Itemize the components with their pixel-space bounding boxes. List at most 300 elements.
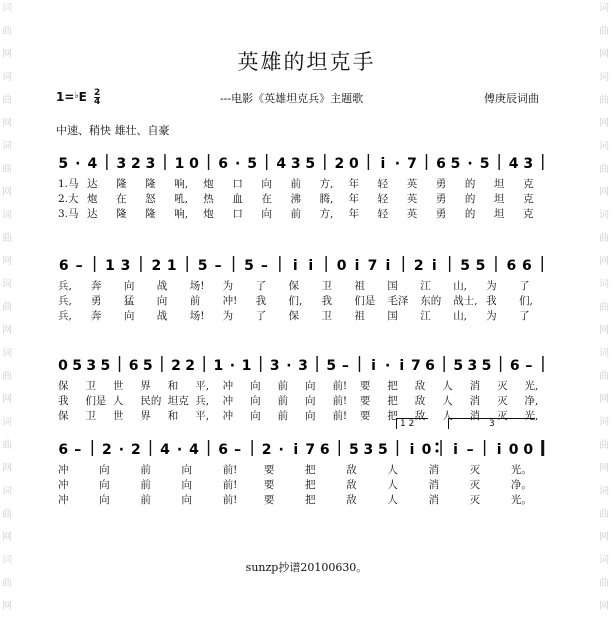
lyric-syllable: 净, [524, 395, 539, 407]
lyric-syllable: 光, [524, 380, 539, 392]
lyric-syllable: 奔 [90, 280, 102, 292]
lyric-syllable: 把 [305, 479, 316, 491]
lyric-syllable: 向 [99, 464, 110, 476]
lyric-syllable: 保 [288, 310, 300, 322]
lyric-syllable: 世 [112, 410, 124, 422]
note: 7 [407, 156, 417, 172]
note: 3 [298, 358, 308, 374]
notation-line [56, 144, 550, 178]
notation-line [56, 430, 550, 464]
lyric-syllable: 人 [387, 494, 398, 506]
note: 6 [509, 358, 520, 374]
note: 3 [116, 156, 127, 172]
lyric-syllable: 人 [442, 410, 453, 422]
score-system-2 [56, 246, 550, 326]
lyric-syllable: 和 [167, 380, 179, 392]
lyric-line-2 [56, 191, 550, 205]
lyric-syllable: 轻 [377, 193, 389, 205]
key-prefix: 1= [56, 90, 75, 104]
watermark-right [597, 0, 613, 631]
note: 6 [506, 258, 517, 274]
watermark-char: 网 [599, 532, 609, 543]
note: 3 [145, 156, 156, 172]
watermark-char: 曲 [599, 26, 609, 37]
lyric-syllable: 向 [181, 464, 192, 476]
transcription-credit: sunzp抄谱20100630。 [245, 561, 368, 574]
note: 0 [189, 156, 199, 172]
lyric-syllable: 为 [222, 280, 234, 292]
lyric-syllable: 灭 [469, 464, 481, 476]
watermark-char: 曲 [2, 440, 12, 451]
lyric-syllable: 了 [255, 280, 267, 292]
note: 2 [101, 442, 112, 458]
lyric-syllable: 怒 [145, 193, 156, 205]
note: 4 [508, 156, 519, 172]
lyric-syllable: 光。 [510, 494, 532, 506]
lyric-syllable: 血 [232, 193, 243, 205]
watermark-char: 曲 [2, 509, 12, 520]
lyric-syllable: 消 [469, 380, 481, 392]
watermark-char: 词 [2, 72, 12, 83]
watermark-char: 网 [2, 256, 12, 267]
note: 5 [326, 358, 337, 374]
lyric-syllable: 坦 [493, 208, 505, 220]
lyric-syllable: 人 [387, 464, 398, 476]
watermark-char: 网 [2, 394, 12, 405]
lyric-syllable: 坦 [493, 178, 505, 190]
tempo-marking: 中速、稍快 雄壮、自豪 [56, 124, 170, 137]
note: i [399, 358, 405, 374]
lyric-syllable: 向 [261, 178, 272, 190]
dot-note: · [75, 156, 81, 172]
lyric-syllable: 响, [174, 178, 189, 190]
note: i [496, 442, 502, 458]
lyric-syllable: 兵, [58, 295, 72, 307]
dash-note: – [75, 258, 83, 274]
lyric-syllable: 毛泽 [387, 295, 409, 307]
lyric-syllable: 英 [406, 193, 418, 205]
note: 5 [378, 442, 388, 458]
lyric-syllable: 向 [250, 395, 261, 407]
lyric-syllable: 们, [519, 295, 533, 307]
lyric-syllable: 向 [305, 410, 316, 422]
lyric-syllable: 口 [232, 208, 243, 220]
lyric-syllable: 要 [359, 410, 371, 422]
lyric-syllable: 前! [222, 479, 238, 491]
note: 5 [244, 258, 254, 274]
lyric-syllable: 向 [123, 280, 135, 292]
lyric-syllable: 前! [222, 494, 238, 506]
watermark-char: 网 [2, 601, 12, 612]
note: 2 [413, 258, 424, 274]
lyric-syllable: 战 [156, 280, 168, 292]
lyric-syllable: 向 [99, 479, 110, 491]
notes-row [56, 144, 550, 170]
lyric-syllable: 兵, [195, 395, 210, 407]
watermark-char: 曲 [2, 26, 12, 37]
lyric-syllable: 炮 [203, 208, 214, 220]
lyric-syllable: 吼, [174, 193, 189, 205]
lyric-line-2 [56, 477, 550, 491]
lyric-syllable: 前 [140, 494, 151, 506]
lyric-syllable: 卫 [85, 380, 96, 392]
note: 0 [421, 442, 432, 458]
note: 1 [241, 358, 252, 374]
lyric-syllable: 光, [524, 410, 539, 422]
watermark-char: 网 [599, 49, 609, 60]
note: i [409, 442, 415, 458]
lyric-line-1 [56, 176, 550, 190]
note: 6 [319, 442, 330, 458]
note: i [380, 156, 386, 172]
lyric-line-1 [56, 278, 550, 292]
lyric-syllable: 了 [519, 310, 530, 322]
score-system-4 [56, 419, 550, 530]
lyric-syllable: 灭 [497, 380, 508, 392]
lyric-syllable: 前 [140, 479, 151, 491]
note: 4 [189, 442, 199, 458]
lyric-syllable: 敌 [414, 395, 426, 407]
note: i [292, 258, 298, 274]
note: 6 [218, 156, 228, 172]
lyric-syllable: 前 [290, 208, 301, 220]
lyric-syllable: 光。 [510, 464, 532, 476]
lyric-syllable: 界 [140, 410, 151, 422]
lyric-line-3 [56, 206, 550, 220]
lyric-syllable: 我 [321, 295, 332, 307]
watermark-char: 网 [2, 532, 12, 543]
lyric-syllable: 勇 [435, 208, 447, 220]
watermark-char: 词 [599, 348, 609, 359]
lyric-syllable: 场! [189, 310, 205, 322]
dash-note: – [341, 358, 349, 374]
note: 5 [479, 156, 490, 172]
note: 5 [247, 156, 258, 172]
lyric-syllable: 勇 [435, 178, 447, 190]
note: i [308, 258, 314, 274]
lyric-syllable: 消 [428, 464, 439, 476]
lyric-syllable: 我 [255, 295, 267, 307]
subtitle: ---电影《英雄坦克兵》主题歌 [220, 92, 364, 105]
volta-2-label: 3 [448, 418, 535, 429]
lyric-syllable: 兵, [58, 310, 72, 322]
lyric-syllable: 向 [181, 494, 192, 506]
lyric-syllable: 隆 [116, 208, 127, 220]
lyric-syllable: 平, [195, 380, 210, 392]
lyric-syllable: 世 [112, 380, 124, 392]
watermark-char: 网 [2, 325, 12, 336]
lyric-syllable: 要 [359, 380, 371, 392]
watermark-char: 词 [599, 555, 609, 566]
lyric-syllable: 国 [387, 280, 398, 292]
note: 5 [460, 258, 470, 274]
lyric-syllable: 敌 [346, 479, 357, 491]
lyric-syllable: 山, [453, 280, 468, 292]
watermark-char: 网 [2, 49, 12, 60]
lyric-syllable: 向 [123, 310, 135, 322]
dash-note: – [234, 442, 242, 458]
note: i [293, 442, 299, 458]
note: 2 [131, 156, 141, 172]
lyric-syllable: 净。 [510, 479, 532, 491]
lyric-syllable: 和 [167, 410, 179, 422]
lyric-syllable: 响, [174, 208, 189, 220]
note: 5 [348, 442, 359, 458]
note: 3 [86, 358, 97, 374]
watermark-char: 网 [599, 118, 609, 129]
lyric-syllable: 把 [387, 410, 398, 422]
note: 2 [151, 258, 162, 274]
watermark-char: 曲 [2, 371, 12, 382]
note: 5 [453, 358, 464, 374]
lyric-syllable: 向 [250, 380, 261, 392]
song-title: 英雄的坦克手 [237, 50, 376, 74]
lyric-syllable: 为 [222, 310, 234, 322]
lyric-syllable: 要 [263, 479, 275, 491]
lyric-syllable: 坦 [493, 193, 505, 205]
watermark-char: 网 [599, 394, 609, 405]
dot-note: · [234, 156, 241, 172]
lyric-syllable: 战 [156, 310, 168, 322]
note: 7 [367, 258, 378, 274]
watermark-char: 曲 [599, 371, 609, 382]
watermark-char: 词 [2, 3, 12, 14]
watermark-char: 词 [599, 3, 609, 14]
note: 5 [197, 258, 208, 274]
lyric-syllable: 前! [332, 395, 348, 407]
dot-note: · [467, 156, 473, 172]
lyric-syllable: 冲! [222, 295, 238, 307]
lyric-syllable: 把 [305, 494, 316, 506]
lyric-syllable: 人 [112, 395, 124, 407]
dot-note: · [118, 442, 125, 458]
lyric-syllable: 冲 [222, 380, 234, 392]
dot-note: · [385, 358, 391, 374]
lyric-syllable: 向 [250, 410, 261, 422]
watermark-char: 词 [2, 486, 12, 497]
note: 6 [521, 258, 532, 274]
lyric-syllable: 达 [87, 208, 98, 220]
lyric-syllable: 冲 [58, 464, 69, 476]
lyric-syllable: 冲 [222, 410, 234, 422]
lyric-syllable: 奔 [90, 310, 102, 322]
note: 2 [334, 156, 345, 172]
lyric-syllable: 的 [464, 208, 476, 220]
lyric-syllable: 界 [140, 380, 151, 392]
lyric-syllable: 向 [305, 395, 316, 407]
lyric-syllable: 冲 [58, 479, 69, 491]
watermark-char: 曲 [599, 509, 609, 520]
lyric-syllable: 口 [232, 178, 243, 190]
note: 5 [58, 156, 69, 172]
lyric-syllable: 热 [203, 193, 214, 205]
notes-row [56, 346, 550, 372]
note: 3 [467, 358, 478, 374]
lyric-syllable: 们是 [354, 295, 376, 307]
watermark-char: 曲 [599, 164, 609, 175]
lyric-syllable: 2.大 [58, 193, 79, 205]
lyric-syllable: 消 [469, 395, 481, 407]
lyric-syllable: 轻 [377, 208, 389, 220]
lyric-syllable: 们是 [85, 395, 107, 407]
lyric-syllable: 把 [387, 380, 398, 392]
watermark-char: 词 [599, 72, 609, 83]
note: 0 [523, 442, 534, 458]
note: 5 [142, 358, 153, 374]
notation-line [56, 346, 550, 380]
lyric-syllable: 场! [189, 280, 205, 292]
watermark-char: 网 [599, 463, 609, 474]
lyric-syllable: 勇 [90, 295, 102, 307]
watermark-char: 网 [599, 601, 609, 612]
watermark-char: 词 [599, 141, 609, 152]
note: 3 [120, 258, 131, 274]
lyric-syllable: 年 [348, 208, 360, 220]
lyric-syllable: 前 [189, 295, 201, 307]
note: i [354, 258, 360, 274]
note: 2 [131, 442, 141, 458]
watermark-left [0, 0, 16, 631]
note: 3 [523, 156, 534, 172]
lyric-syllable: 轻 [377, 178, 389, 190]
lyric-syllable: 灭 [469, 494, 481, 506]
lyric-syllable: 民的 [140, 395, 162, 407]
lyric-syllable: 隆 [145, 178, 156, 190]
watermark-char: 词 [2, 210, 12, 221]
lyric-syllable: 卫 [85, 410, 96, 422]
lyric-syllable: 要 [263, 494, 275, 506]
lyric-syllable: 了 [519, 280, 530, 292]
lyric-syllable: 敌 [346, 494, 357, 506]
lyric-syllable: 为 [486, 310, 497, 322]
lyric-syllable: 英 [406, 208, 418, 220]
lyric-syllable: 保 [288, 280, 300, 292]
lyric-syllable: 灭 [497, 410, 508, 422]
note: 5 [450, 156, 461, 172]
lyric-syllable: 炮 [203, 178, 214, 190]
lyric-syllable: 冲 [58, 494, 69, 506]
note: 6 [425, 358, 435, 374]
lyric-syllable: 克 [522, 208, 534, 220]
lyric-syllable: 前 [277, 380, 289, 392]
note: 4 [276, 156, 287, 172]
lyric-syllable: 的 [464, 193, 476, 205]
lyric-syllable: 前 [140, 464, 151, 476]
note: i [371, 358, 376, 374]
lyric-syllable: 向 [305, 380, 316, 392]
lyric-syllable: 克 [522, 193, 534, 205]
lyric-syllable: 卫 [321, 310, 332, 322]
dot-note: · [229, 358, 236, 374]
lyric-syllable: 3.马 [58, 208, 79, 220]
lyric-syllable: 坦克 [167, 395, 189, 407]
watermark-char: 曲 [599, 95, 609, 106]
note: 7 [305, 442, 316, 458]
lyric-syllable: 前 [277, 410, 289, 422]
lyric-syllable: 猛 [123, 295, 135, 307]
lyric-syllable: 我 [58, 395, 69, 407]
meter-top: 2 [94, 88, 101, 98]
lyric-syllable: 向 [181, 479, 192, 491]
note: 4 [87, 156, 98, 172]
note: i [431, 258, 437, 274]
note: 1 [105, 258, 115, 274]
note: 5 [305, 156, 316, 172]
lyric-line-1 [56, 462, 550, 476]
note: 0 [508, 442, 519, 458]
watermark-char: 词 [2, 141, 12, 152]
lyric-syllable: 在 [261, 193, 272, 205]
lyric-syllable: 沸 [290, 193, 301, 205]
note: 0 [348, 156, 359, 172]
watermark-char: 词 [2, 555, 12, 566]
volta-1-label: 1 2 [396, 418, 428, 429]
meter-bottom: 4 [94, 97, 101, 107]
repeat-dot [436, 443, 439, 446]
composer-credit: 傅庚辰词曲 [484, 92, 539, 105]
lyric-syllable: 国 [387, 310, 398, 322]
note: 3 [363, 442, 374, 458]
dash-note: – [74, 442, 82, 458]
dot-note: · [278, 442, 284, 458]
note: 1 [174, 156, 185, 172]
lyric-syllable: 灭 [497, 395, 508, 407]
score-system-1 [56, 144, 550, 224]
watermark-char: 曲 [599, 578, 609, 589]
watermark-char: 曲 [2, 95, 12, 106]
lyric-syllable: 前! [332, 380, 348, 392]
note: 7 [411, 358, 421, 374]
note: i [385, 258, 391, 274]
lyric-syllable: 方, [319, 178, 334, 190]
lyric-syllable: 要 [263, 464, 275, 476]
lyric-syllable: 年 [348, 178, 360, 190]
watermark-char: 词 [2, 279, 12, 290]
lyric-syllable: 人 [387, 479, 398, 491]
lyric-syllable: 消 [428, 479, 439, 491]
lyric-syllable: 兵, [58, 280, 72, 292]
watermark-char: 曲 [2, 164, 12, 175]
watermark-char: 词 [2, 348, 12, 359]
note: 6 [218, 442, 228, 458]
note: 6 [58, 258, 69, 274]
score-system-3 [56, 346, 550, 426]
lyric-syllable: 年 [348, 193, 360, 205]
note: 1 [213, 358, 224, 374]
dash-note: – [466, 442, 474, 458]
watermark-char: 词 [599, 417, 609, 428]
watermark-char: 曲 [599, 440, 609, 451]
lyric-syllable: 前! [222, 464, 238, 476]
lyric-syllable: 人 [442, 395, 453, 407]
lyric-syllable: 在 [116, 193, 127, 205]
lyric-syllable: 隆 [145, 208, 156, 220]
lyric-line-2 [56, 393, 550, 407]
lyric-syllable: 我 [486, 295, 497, 307]
watermark-char: 曲 [2, 578, 12, 589]
note: 5 [100, 358, 111, 374]
time-signature [94, 89, 100, 106]
lyric-line-3 [56, 492, 550, 506]
notes-row [56, 430, 550, 456]
lyric-syllable: 战士, [453, 295, 478, 307]
note: 6 [436, 156, 446, 172]
lyric-syllable: 灭 [469, 479, 481, 491]
lyric-syllable: 东的 [420, 295, 442, 307]
lyric-syllable: 炮 [87, 193, 98, 205]
watermark-char: 词 [599, 279, 609, 290]
note: i [453, 442, 458, 458]
